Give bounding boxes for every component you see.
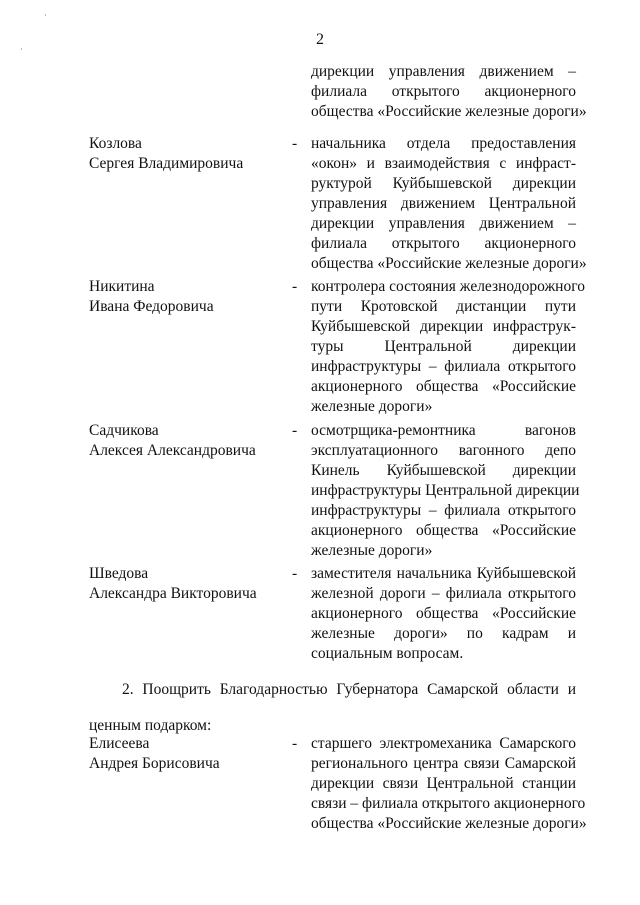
person-name <box>89 564 289 604</box>
position-description: контролера состояния железнодорожного пути Кротовской дистанции пути Куйбышевской дирекции инфраструк- туры Центральной дирекции инфраструктуры – филиала открытого акционерного общества «Российские железные дороги» <box>311 278 585 415</box>
entry-dash: - <box>292 422 298 439</box>
person-given-names: Андрея Борисовича <box>89 755 220 772</box>
person-given-names: Александра Викторовича <box>89 585 257 602</box>
entry-dash: - <box>292 135 298 152</box>
person-name <box>89 134 289 174</box>
entry-dash: - <box>292 278 298 295</box>
position-description: осмотрщика-ремонтника вагонов эксплуатационного вагонного депо Кинель Куйбышевской дирекции инфраструктуры Центральной дирекции инфраструктуры – филиала открытого акционерного общества «Российские железные дороги» <box>311 422 580 559</box>
person-surname: Елисеева <box>89 735 150 752</box>
position-description: старшего электромеханика Самарского регионального центра связи Самарской дирекции связи Центральной станции связи – филиала открытого акционерного общества «Российские железные дороги» <box>311 735 587 832</box>
person-given-names: Сергея Владимировича <box>89 155 244 172</box>
person-name <box>89 421 289 461</box>
position-description: начальника отдела предоставления «окон» и взаимодействия с инфраст- руктурой Куйбышевской дирекции управления движением Центральной дирекции управления движением – филиала открытого акционерного общества «Российские железные дороги» <box>311 135 587 272</box>
section-2-line-2: ценным подарком: <box>89 717 212 734</box>
entry-dash: - <box>292 565 298 582</box>
person-surname: Козлова <box>89 135 142 152</box>
scan-mark: · <box>44 11 47 20</box>
position-description: дирекции управления движением – филиала открытого акционерного общества «Российские железные дороги» <box>311 63 587 120</box>
scan-mark: · <box>20 45 23 54</box>
entry-dash: - <box>292 735 298 752</box>
person-surname: Садчикова <box>89 422 159 439</box>
person-surname: Шведова <box>89 565 149 582</box>
person-name <box>89 277 289 317</box>
section-2-line-1: 2. Поощрить Благодарностью Губернатора Самарской области и <box>122 681 576 698</box>
section-2-paragraph <box>89 680 576 736</box>
person-given-names: Алексея Александровича <box>89 442 256 459</box>
position-description: заместителя начальника Куйбышевской железной дороги – филиала открытого акционерного общества «Российские железные дороги» по кадрам и социальным вопросам. <box>311 565 576 662</box>
page-number: 2 <box>316 31 324 48</box>
person-name <box>89 734 289 774</box>
person-given-names: Ивана Федоровича <box>89 298 214 315</box>
person-surname: Никитина <box>89 278 155 295</box>
